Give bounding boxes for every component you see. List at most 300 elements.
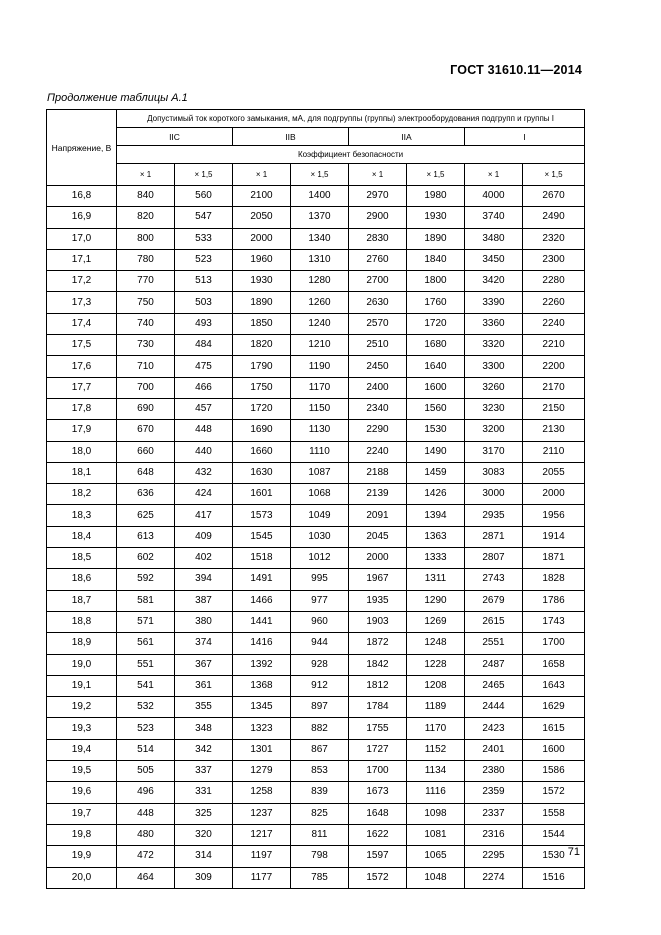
current-cell: 1930 [407, 207, 465, 228]
voltage-cell: 17,8 [47, 398, 117, 419]
voltage-cell: 18,6 [47, 569, 117, 590]
current-cell: 2679 [465, 590, 523, 611]
current-cell: 1150 [291, 398, 349, 419]
voltage-cell: 19,9 [47, 846, 117, 867]
current-cell: 1690 [233, 420, 291, 441]
current-cell: 912 [291, 675, 349, 696]
current-cell: 1518 [233, 548, 291, 569]
current-cell: 897 [291, 697, 349, 718]
current-cell: 2400 [349, 377, 407, 398]
current-cell: 1658 [523, 654, 585, 675]
current-cell: 1170 [407, 718, 465, 739]
current-cell: 780 [117, 249, 175, 270]
current-cell: 2830 [349, 228, 407, 249]
voltage-cell: 18,1 [47, 462, 117, 483]
current-cell: 1572 [349, 867, 407, 888]
current-cell: 2807 [465, 548, 523, 569]
current-cell: 1260 [291, 292, 349, 313]
table-row [47, 441, 585, 462]
current-cell: 1310 [291, 249, 349, 270]
current-cell: 551 [117, 654, 175, 675]
table-row [47, 526, 585, 547]
voltage-cell: 17,7 [47, 377, 117, 398]
current-cell: 1890 [407, 228, 465, 249]
table-row [47, 356, 585, 377]
current-cell: 514 [117, 739, 175, 760]
current-cell: 960 [291, 611, 349, 632]
current-cell: 1210 [291, 335, 349, 356]
current-cell: 1116 [407, 782, 465, 803]
table-row [47, 484, 585, 505]
voltage-cell: 18,0 [47, 441, 117, 462]
current-cell: 2423 [465, 718, 523, 739]
current-cell: 560 [175, 186, 233, 207]
current-cell: 1491 [233, 569, 291, 590]
current-cell: 995 [291, 569, 349, 590]
current-cell: 2615 [465, 611, 523, 632]
multiplier-header: × 1 [465, 164, 523, 186]
current-cell: 1426 [407, 484, 465, 505]
voltage-cell: 18,9 [47, 633, 117, 654]
current-cell: 2050 [233, 207, 291, 228]
current-cell: 1700 [523, 633, 585, 654]
current-cell: 1558 [523, 803, 585, 824]
current-cell: 320 [175, 824, 233, 845]
current-cell: 1441 [233, 611, 291, 632]
current-cell: 1622 [349, 824, 407, 845]
current-cell: 1935 [349, 590, 407, 611]
current-cell: 2340 [349, 398, 407, 419]
current-cell: 2900 [349, 207, 407, 228]
current-cell: 532 [117, 697, 175, 718]
current-cell: 571 [117, 611, 175, 632]
current-cell: 1673 [349, 782, 407, 803]
current-cell: 1643 [523, 675, 585, 696]
current-cell: 380 [175, 611, 233, 632]
table-body [47, 186, 585, 889]
current-cell: 533 [175, 228, 233, 249]
current-cell: 648 [117, 462, 175, 483]
current-cell: 3260 [465, 377, 523, 398]
current-cell: 342 [175, 739, 233, 760]
current-cell: 2570 [349, 313, 407, 334]
current-cell: 1049 [291, 505, 349, 526]
current-cell: 944 [291, 633, 349, 654]
current-cell: 1177 [233, 867, 291, 888]
multiplier-header: × 1 [349, 164, 407, 186]
current-cell: 977 [291, 590, 349, 611]
current-cell: 3420 [465, 271, 523, 292]
current-cell: 1098 [407, 803, 465, 824]
current-cell: 1790 [233, 356, 291, 377]
current-cell: 2551 [465, 633, 523, 654]
table-row [47, 846, 585, 867]
current-cell: 4000 [465, 186, 523, 207]
voltage-cell: 17,6 [47, 356, 117, 377]
current-cell: 2871 [465, 526, 523, 547]
table-row [47, 633, 585, 654]
current-cell: 1750 [233, 377, 291, 398]
current-cell: 448 [175, 420, 233, 441]
table-row [47, 462, 585, 483]
current-cell: 1755 [349, 718, 407, 739]
current-cell: 472 [117, 846, 175, 867]
current-cell: 2110 [523, 441, 585, 462]
current-cell: 785 [291, 867, 349, 888]
current-cell: 840 [117, 186, 175, 207]
current-cell: 3083 [465, 462, 523, 483]
current-cell: 2510 [349, 335, 407, 356]
voltage-cell: 18,7 [47, 590, 117, 611]
current-cell: 523 [175, 249, 233, 270]
current-cell: 2465 [465, 675, 523, 696]
current-cell: 1516 [523, 867, 585, 888]
current-cell: 561 [117, 633, 175, 654]
current-cell: 1240 [291, 313, 349, 334]
current-cell: 1333 [407, 548, 465, 569]
current-cell: 2240 [523, 313, 585, 334]
current-cell: 1466 [233, 590, 291, 611]
current-cell: 602 [117, 548, 175, 569]
current-cell: 1601 [233, 484, 291, 505]
current-cell: 402 [175, 548, 233, 569]
current-cell: 1311 [407, 569, 465, 590]
current-cell: 798 [291, 846, 349, 867]
current-cell: 480 [117, 824, 175, 845]
current-cell: 2487 [465, 654, 523, 675]
table-row [47, 761, 585, 782]
table-row [47, 824, 585, 845]
voltage-cell: 16,9 [47, 207, 117, 228]
current-cell: 1572 [523, 782, 585, 803]
current-cell: 1197 [233, 846, 291, 867]
current-cell: 2450 [349, 356, 407, 377]
multiplier-header: × 1,5 [175, 164, 233, 186]
table-row [47, 207, 585, 228]
current-cell: 374 [175, 633, 233, 654]
voltage-cell: 19,3 [47, 718, 117, 739]
current-cell: 448 [117, 803, 175, 824]
current-cell: 750 [117, 292, 175, 313]
current-cell: 1269 [407, 611, 465, 632]
current-cell: 1890 [233, 292, 291, 313]
current-cell: 1586 [523, 761, 585, 782]
current-cell: 2210 [523, 335, 585, 356]
current-cell: 3450 [465, 249, 523, 270]
current-header: Допустимый ток короткого замыкания, мА, для подгруппы (группы) электрооборудования подгрупп и группы I [117, 110, 585, 128]
table-row [47, 548, 585, 569]
current-cell: 1068 [291, 484, 349, 505]
table-row [47, 377, 585, 398]
current-cell: 2320 [523, 228, 585, 249]
current-cell: 730 [117, 335, 175, 356]
current-cell: 2490 [523, 207, 585, 228]
group-header: I [465, 128, 585, 146]
voltage-cell: 20,0 [47, 867, 117, 888]
voltage-cell: 17,3 [47, 292, 117, 313]
current-cell: 2380 [465, 761, 523, 782]
table-row [47, 228, 585, 249]
current-cell: 1680 [407, 335, 465, 356]
current-cell: 541 [117, 675, 175, 696]
table-row [47, 867, 585, 888]
table-row [47, 739, 585, 760]
voltage-cell: 18,2 [47, 484, 117, 505]
current-cell: 1560 [407, 398, 465, 419]
current-cell: 457 [175, 398, 233, 419]
table-row [47, 675, 585, 696]
current-cell: 3360 [465, 313, 523, 334]
current-cell: 325 [175, 803, 233, 824]
current-cell: 1914 [523, 526, 585, 547]
current-cell: 1600 [523, 739, 585, 760]
current-cell: 513 [175, 271, 233, 292]
current-cell: 417 [175, 505, 233, 526]
current-cell: 1615 [523, 718, 585, 739]
voltage-cell: 19,0 [47, 654, 117, 675]
current-cell: 1189 [407, 697, 465, 718]
current-cell: 625 [117, 505, 175, 526]
current-cell: 1700 [349, 761, 407, 782]
current-cell: 3000 [465, 484, 523, 505]
current-cell: 1842 [349, 654, 407, 675]
table-row [47, 782, 585, 803]
multiplier-header: × 1 [233, 164, 291, 186]
current-cell: 1784 [349, 697, 407, 718]
current-cell: 1956 [523, 505, 585, 526]
current-cell: 1394 [407, 505, 465, 526]
voltage-cell: 19,2 [47, 697, 117, 718]
current-cell: 2000 [233, 228, 291, 249]
current-cell: 2700 [349, 271, 407, 292]
table-row [47, 569, 585, 590]
voltage-cell: 18,3 [47, 505, 117, 526]
table-caption: Продолжение таблицы А.1 [47, 92, 188, 104]
current-cell: 314 [175, 846, 233, 867]
current-cell: 387 [175, 590, 233, 611]
current-cell: 2970 [349, 186, 407, 207]
current-cell: 882 [291, 718, 349, 739]
current-cell: 2055 [523, 462, 585, 483]
table-row [47, 505, 585, 526]
voltage-cell: 19,4 [47, 739, 117, 760]
table-row [47, 590, 585, 611]
current-cell: 2280 [523, 271, 585, 292]
table-row [47, 420, 585, 441]
current-cell: 1258 [233, 782, 291, 803]
current-cell: 2630 [349, 292, 407, 313]
current-cell: 1208 [407, 675, 465, 696]
table-row [47, 611, 585, 632]
current-cell: 1544 [523, 824, 585, 845]
table-row [47, 718, 585, 739]
current-cell: 3230 [465, 398, 523, 419]
current-cell: 348 [175, 718, 233, 739]
current-cell: 331 [175, 782, 233, 803]
current-cell: 466 [175, 377, 233, 398]
current-cell: 2100 [233, 186, 291, 207]
voltage-cell: 17,1 [47, 249, 117, 270]
current-cell: 409 [175, 526, 233, 547]
current-cell: 2274 [465, 867, 523, 888]
current-cell: 1030 [291, 526, 349, 547]
current-cell: 1340 [291, 228, 349, 249]
current-cell: 1065 [407, 846, 465, 867]
current-cell: 1152 [407, 739, 465, 760]
current-cell: 825 [291, 803, 349, 824]
current-cell: 424 [175, 484, 233, 505]
voltage-cell: 17,5 [47, 335, 117, 356]
current-cell: 1871 [523, 548, 585, 569]
current-cell: 1110 [291, 441, 349, 462]
current-cell: 1134 [407, 761, 465, 782]
current-cell: 770 [117, 271, 175, 292]
current-cell: 1190 [291, 356, 349, 377]
current-cell: 1400 [291, 186, 349, 207]
voltage-cell: 19,7 [47, 803, 117, 824]
current-cell: 493 [175, 313, 233, 334]
current-cell: 2170 [523, 377, 585, 398]
table-row [47, 803, 585, 824]
current-cell: 2444 [465, 697, 523, 718]
current-cell: 1573 [233, 505, 291, 526]
current-cell: 1840 [407, 249, 465, 270]
current-cell: 710 [117, 356, 175, 377]
current-cell: 1743 [523, 611, 585, 632]
current-cell: 2240 [349, 441, 407, 462]
table-row [47, 398, 585, 419]
current-cell: 1081 [407, 824, 465, 845]
current-cell: 355 [175, 697, 233, 718]
current-cell: 1130 [291, 420, 349, 441]
current-cell: 820 [117, 207, 175, 228]
current-cell: 1597 [349, 846, 407, 867]
voltage-cell: 19,8 [47, 824, 117, 845]
current-cell: 1545 [233, 526, 291, 547]
current-cell: 1850 [233, 313, 291, 334]
current-cell: 2139 [349, 484, 407, 505]
voltage-cell: 18,8 [47, 611, 117, 632]
voltage-cell: 19,1 [47, 675, 117, 696]
multiplier-header: × 1 [117, 164, 175, 186]
current-cell: 1217 [233, 824, 291, 845]
current-cell: 1363 [407, 526, 465, 547]
current-cell: 1290 [407, 590, 465, 611]
current-cell: 1980 [407, 186, 465, 207]
current-cell: 1640 [407, 356, 465, 377]
current-cell: 1530 [523, 846, 585, 867]
voltage-cell: 19,6 [47, 782, 117, 803]
current-cell: 1760 [407, 292, 465, 313]
current-cell: 1800 [407, 271, 465, 292]
current-cell: 1248 [407, 633, 465, 654]
current-cell: 309 [175, 867, 233, 888]
current-cell: 613 [117, 526, 175, 547]
current-cell: 2188 [349, 462, 407, 483]
current-cell: 475 [175, 356, 233, 377]
current-cell: 811 [291, 824, 349, 845]
current-cell: 1648 [349, 803, 407, 824]
current-cell: 1459 [407, 462, 465, 483]
current-cell: 367 [175, 654, 233, 675]
current-cell: 484 [175, 335, 233, 356]
current-cell: 1930 [233, 271, 291, 292]
current-cell: 2000 [523, 484, 585, 505]
current-cell: 592 [117, 569, 175, 590]
table-row [47, 249, 585, 270]
current-cell: 2743 [465, 569, 523, 590]
current-cell: 1279 [233, 761, 291, 782]
current-cell: 547 [175, 207, 233, 228]
current-cell: 3170 [465, 441, 523, 462]
current-cell: 3390 [465, 292, 523, 313]
multiplier-header: × 1,5 [523, 164, 585, 186]
table-row [47, 271, 585, 292]
current-cell: 1370 [291, 207, 349, 228]
current-cell: 636 [117, 484, 175, 505]
voltage-header: Напряжение, В [47, 110, 117, 186]
current-cell: 361 [175, 675, 233, 696]
current-cell: 2091 [349, 505, 407, 526]
current-cell: 1630 [233, 462, 291, 483]
current-cell: 800 [117, 228, 175, 249]
current-cell: 1820 [233, 335, 291, 356]
current-cell: 2359 [465, 782, 523, 803]
current-cell: 3300 [465, 356, 523, 377]
table-row [47, 654, 585, 675]
current-cell: 505 [117, 761, 175, 782]
current-cell: 2316 [465, 824, 523, 845]
current-cell: 1170 [291, 377, 349, 398]
voltage-cell: 17,9 [47, 420, 117, 441]
current-cell: 2760 [349, 249, 407, 270]
current-cell: 2000 [349, 548, 407, 569]
current-cell: 740 [117, 313, 175, 334]
current-cell: 853 [291, 761, 349, 782]
current-cell: 2150 [523, 398, 585, 419]
current-cell: 1323 [233, 718, 291, 739]
table-row [47, 697, 585, 718]
page-number: 71 [567, 846, 580, 858]
current-cell: 2130 [523, 420, 585, 441]
current-cell: 3480 [465, 228, 523, 249]
current-cell: 581 [117, 590, 175, 611]
voltage-cell: 18,4 [47, 526, 117, 547]
table-row [47, 292, 585, 313]
voltage-cell: 19,5 [47, 761, 117, 782]
current-cell: 337 [175, 761, 233, 782]
voltage-cell: 17,0 [47, 228, 117, 249]
group-header: IIA [349, 128, 465, 146]
voltage-cell: 17,2 [47, 271, 117, 292]
current-cell: 496 [117, 782, 175, 803]
current-cell: 2670 [523, 186, 585, 207]
current-cell: 464 [117, 867, 175, 888]
current-cell: 1490 [407, 441, 465, 462]
group-header: IIC [117, 128, 233, 146]
current-cell: 2260 [523, 292, 585, 313]
current-cell: 1012 [291, 548, 349, 569]
table-row [47, 313, 585, 334]
current-cell: 1530 [407, 420, 465, 441]
current-cell: 1727 [349, 739, 407, 760]
standard-title: ГОСТ 31610.11—2014 [450, 63, 582, 77]
current-cell: 394 [175, 569, 233, 590]
current-cell: 1720 [407, 313, 465, 334]
current-cell: 1967 [349, 569, 407, 590]
current-cell: 1600 [407, 377, 465, 398]
multiplier-header: × 1,5 [291, 164, 349, 186]
